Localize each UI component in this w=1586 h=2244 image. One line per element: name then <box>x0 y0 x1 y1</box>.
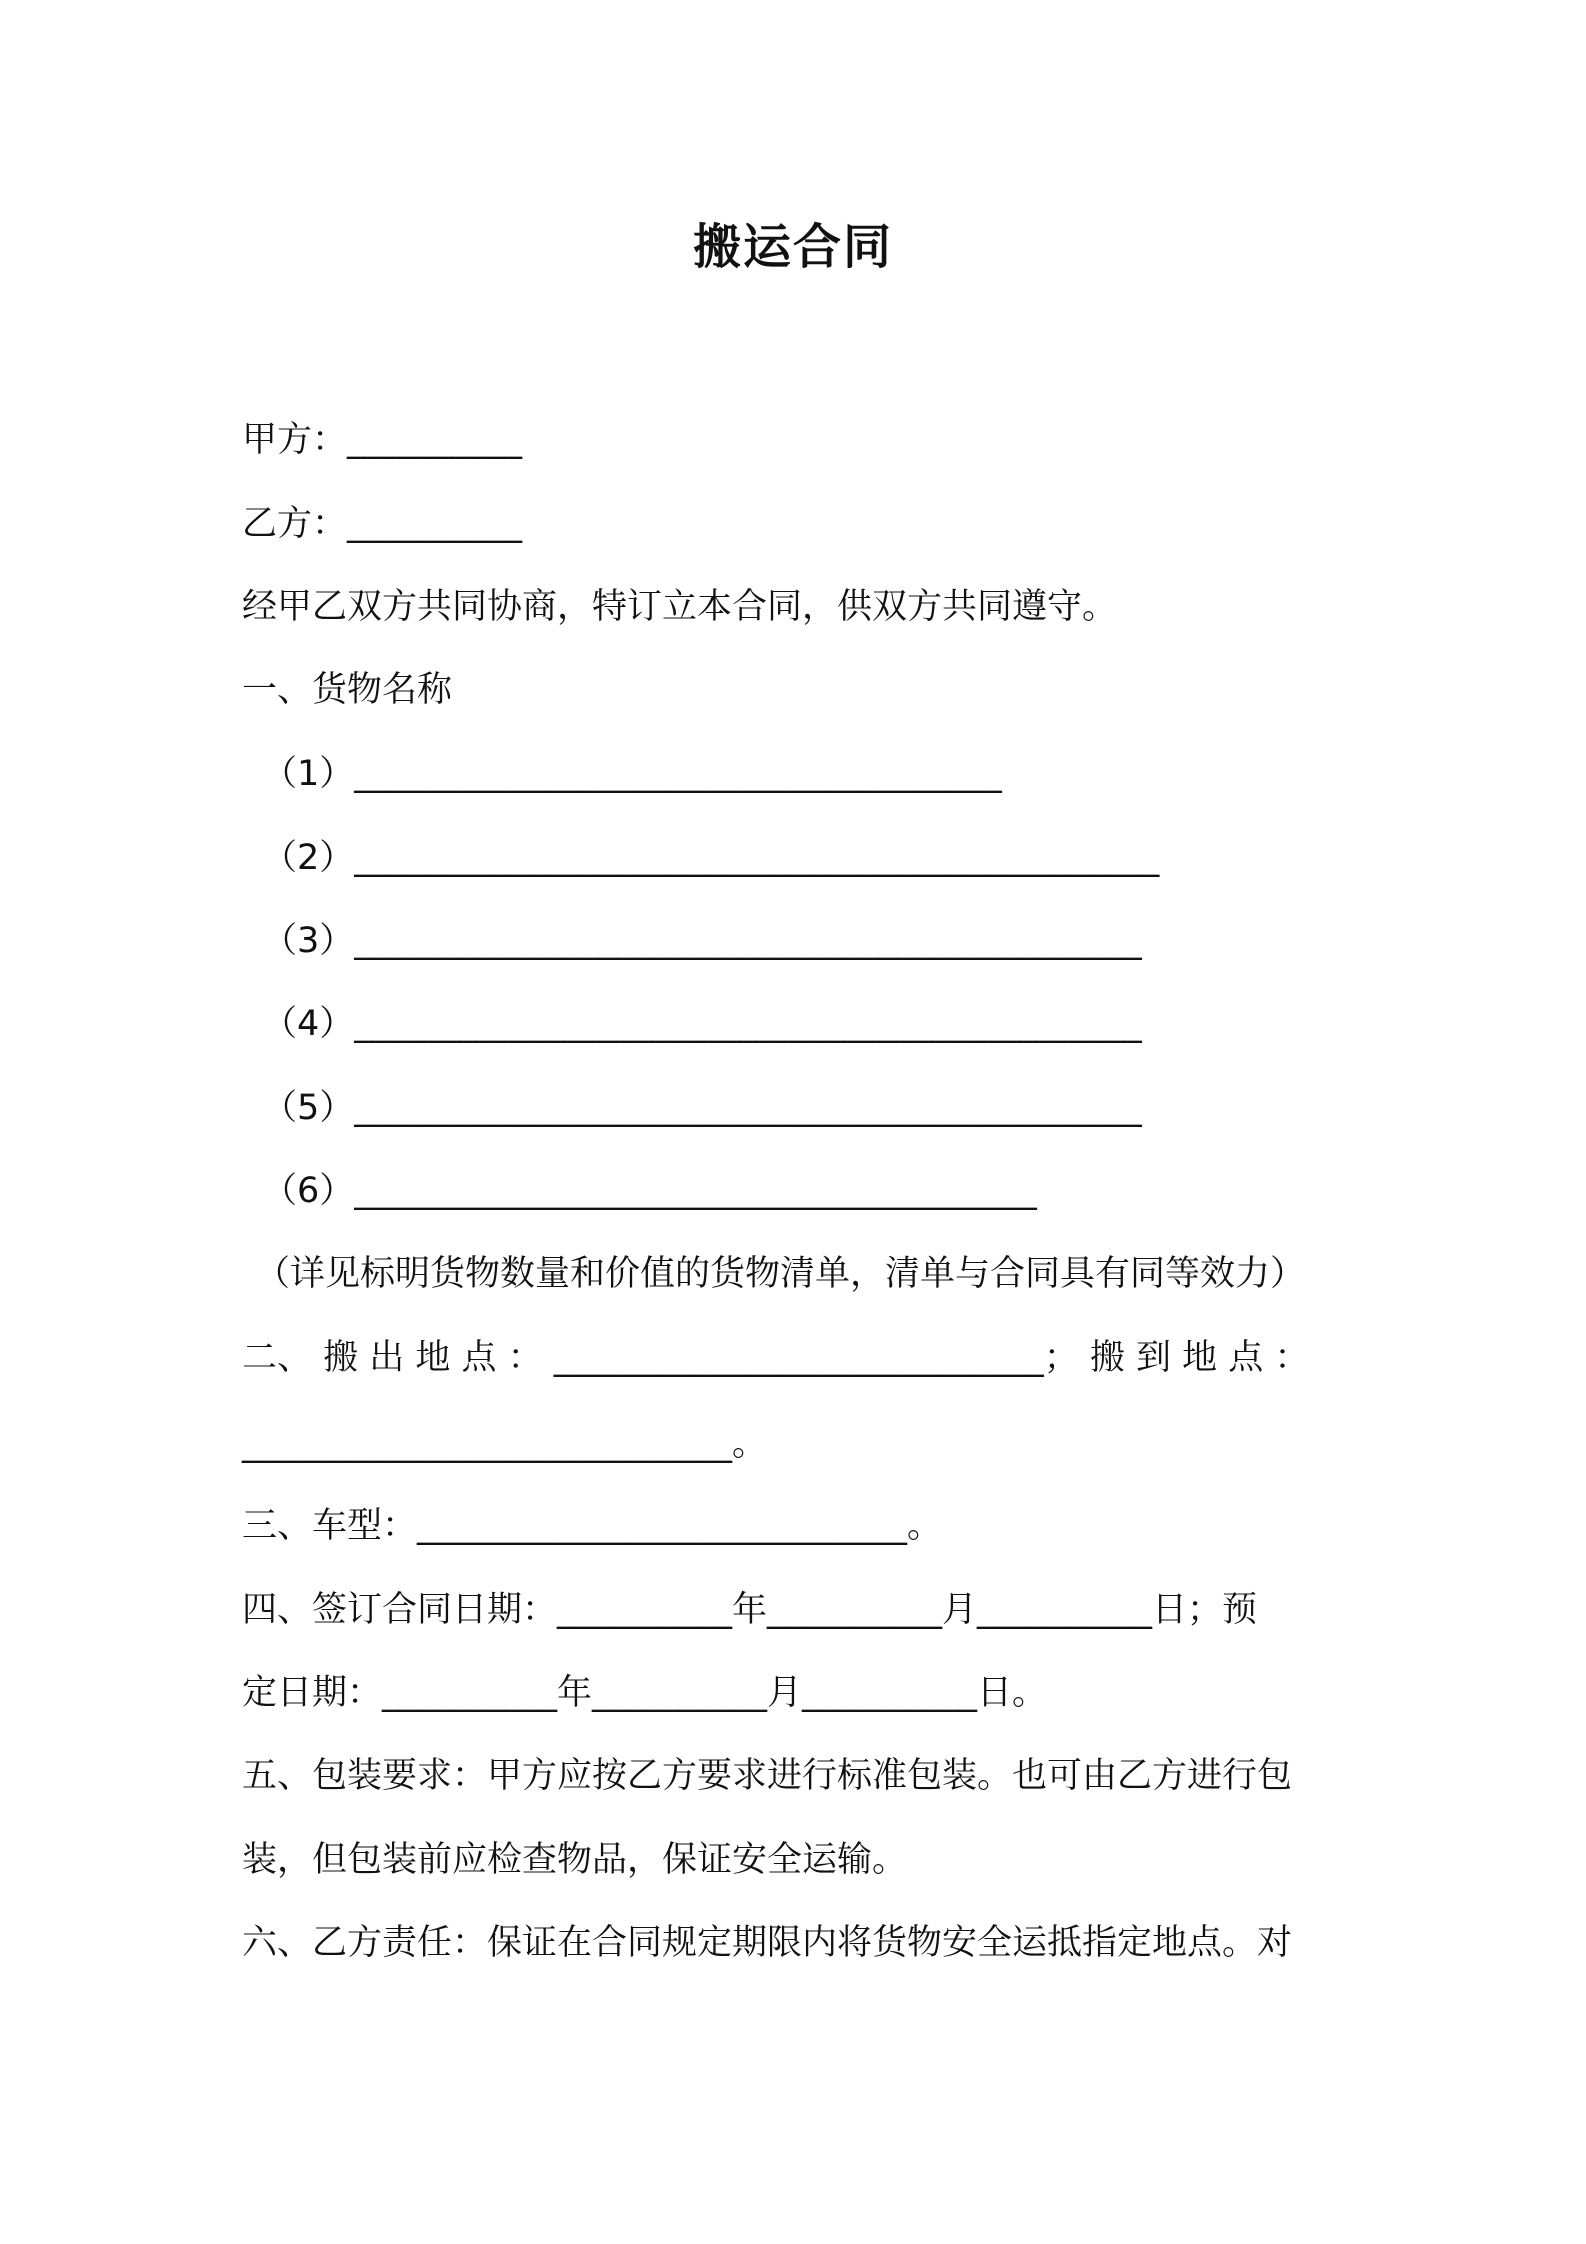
goods-item-1: （1）_____________________________________ <box>262 754 1002 794</box>
party-b-line: 乙方：__________ <box>242 504 523 544</box>
section-5-line-2: 装，但包装前应检查物品，保证安全运输。 <box>242 1840 908 1880</box>
section-4-line-1: 四、签订合同日期：__________年__________月__________日；预 <box>242 1590 1258 1630</box>
section-2-line-2: ____________________________。 <box>242 1424 768 1464</box>
preamble-line: 经甲乙双方共同协商，特订立本合同，供双方共同遵守。 <box>242 587 1118 627</box>
section-1-heading: 一、货物名称 <box>242 670 453 710</box>
section-6-line-1: 六、乙方责任：保证在合同规定期限内将货物安全运抵指定地点。对 <box>242 1923 1293 1963</box>
section-4-line-2: 定日期：__________年__________月__________日。 <box>242 1673 1048 1713</box>
goods-list-note: （详见标明货物数量和价值的货物清单，清单与合同具有同等效力） <box>255 1254 1306 1294</box>
goods-item-4: （4）_____________________________________________ <box>262 1004 1142 1044</box>
section-2-line-1: 二、 搬 出 地 点 ： ____________________________； 搬 到 地 点 ： <box>242 1338 1310 1378</box>
party-a-line: 甲方：__________ <box>242 420 523 460</box>
goods-item-6: （6）_______________________________________ <box>262 1171 1037 1211</box>
section-3-line: 三、车型：____________________________。 <box>242 1506 943 1546</box>
document-title: 搬运合同 <box>692 219 893 275</box>
goods-item-5: （5）_____________________________________________ <box>262 1088 1142 1128</box>
goods-item-2: （2）______________________________________________ <box>262 838 1160 878</box>
section-5-line-1: 五、包装要求：甲方应按乙方要求进行标准包装。也可由乙方进行包 <box>242 1756 1293 1796</box>
goods-item-3: （3）_____________________________________________ <box>262 921 1142 961</box>
